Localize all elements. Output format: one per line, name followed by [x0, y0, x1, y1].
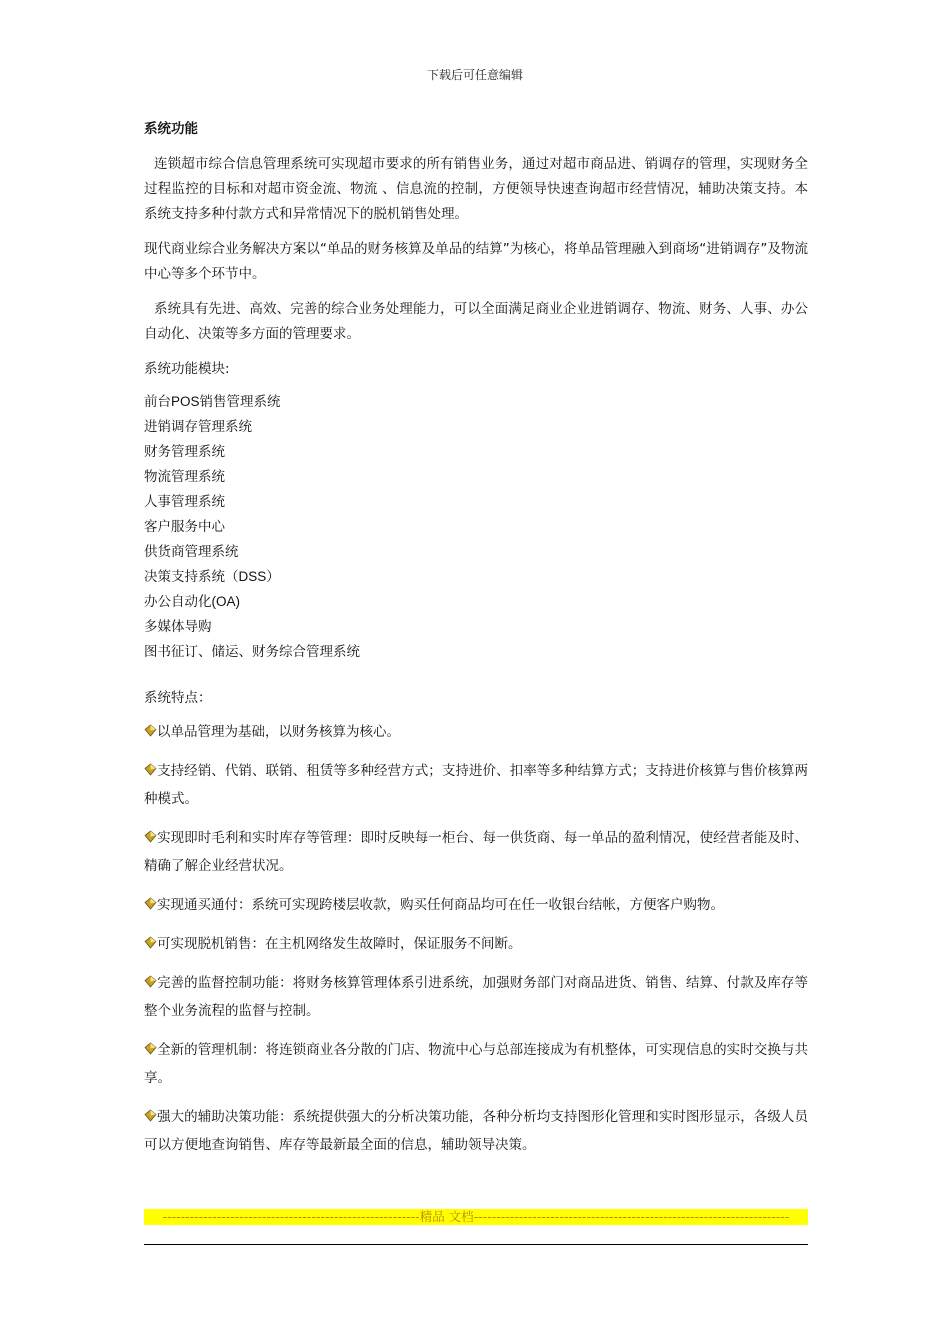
feature-item [144, 824, 808, 880]
diamond-bullet-icon [144, 830, 157, 843]
feature-text: 实现通买通付：系统可实现跨楼层收款，购买任何商品均可在任一收银台结帐，方便客户购物。 [157, 897, 724, 913]
page-header: 下载后可任意编辑 [426, 68, 523, 82]
module-item: 人事管理系统 [144, 494, 225, 509]
feature-item [144, 891, 808, 919]
module-item: 图书征订、储运、财务综合管理系统 [144, 644, 360, 659]
features-label: 系统特点： [144, 690, 212, 706]
diamond-bullet-icon [144, 724, 157, 737]
feature-text: 全新的管理机制：将连锁商业各分散的门店、物流中心与总部连接成为有机整体，可实现信息的实时交换与共享。 [144, 1042, 808, 1086]
section-title: 系统功能 [144, 121, 198, 137]
module-item: 决策支持系统（DSS） [144, 569, 280, 584]
footer-watermark-text: ---------------------------------------------------------精品 文档---------------------------------------------------------------------- [144, 1209, 808, 1225]
diamond-bullet-icon [144, 936, 157, 949]
modules-label: 系统功能模块: [144, 361, 230, 377]
feature-item [144, 757, 808, 813]
feature-item [144, 1103, 808, 1159]
feature-text: 完善的监督控制功能：将财务核算管理体系引进系统，加强财务部门对商品进货、销售、结算、付款及库存等整个业务流程的监督与控制。 [144, 975, 808, 1019]
module-item: 客户服务中心 [144, 519, 225, 534]
feature-item [144, 930, 808, 958]
diamond-bullet-icon [144, 763, 157, 776]
module-item: 多媒体导购 [144, 619, 212, 634]
diamond-bullet-icon [144, 1042, 157, 1055]
feature-text: 以单品管理为基础，以财务核算为核心。 [157, 724, 400, 740]
diamond-bullet-icon [144, 1109, 157, 1122]
paragraph-capability: 系统具有先进、高效、完善的综合业务处理能力，可以全面满足商业企业进销调存、物流、财务、人事、办公自动化、决策等多方面的管理要求。 [144, 301, 808, 342]
paragraph-solution: 现代商业综合业务解决方案以“单品的财务核算及单品的结算”为核心，将单品管理融入到商场“进销调存”及物流中心等多个环节中。 [144, 241, 808, 282]
feature-text: 实现即时毛利和实时库存等管理：即时反映每一柜台、每一供货商、每一单品的盈利情况，使经营者能及时、精确了解企业经营状况。 [144, 830, 808, 874]
footer-divider [144, 1244, 808, 1245]
module-item: 办公自动化(OA) [144, 594, 240, 609]
feature-text: 强大的辅助决策功能：系统提供强大的分析决策功能，各种分析均支持图形化管理和实时图形显示，各级人员可以方便地查询销售、库存等最新最全面的信息，辅助领导决策。 [144, 1109, 808, 1153]
diamond-bullet-icon [144, 897, 157, 910]
module-item: 供货商管理系统 [144, 544, 239, 559]
diamond-bullet-icon [144, 975, 157, 988]
module-item: 进销调存管理系统 [144, 419, 252, 434]
page-footer [144, 1209, 808, 1225]
paragraph-intro: 连锁超市综合信息管理系统可实现超市要求的所有销售业务，通过对超市商品进、销调存的管理，实现财务全过程监控的目标和对超市资金流、物流 、信息流的控制，方便领导快速查询超市经营情况，辅助决策支持。本系统支持多种付款方式和异常情况下的脱机销售处理。 [144, 156, 808, 222]
module-item: 物流管理系统 [144, 469, 225, 484]
module-item: 财务管理系统 [144, 444, 225, 459]
module-item: 前台POS销售管理系统 [144, 394, 281, 409]
document-body [144, 118, 808, 1170]
feature-text: 支持经销、代销、联销、租赁等多种经营方式；支持进价、扣率等多种结算方式；支持进价核算与售价核算两种模式。 [144, 763, 808, 807]
feature-item [144, 718, 808, 746]
feature-item [144, 969, 808, 1025]
feature-item [144, 1036, 808, 1092]
feature-text: 可实现脱机销售：在主机网络发生故障时，保证服务不间断。 [157, 936, 522, 952]
modules-list [144, 389, 808, 664]
